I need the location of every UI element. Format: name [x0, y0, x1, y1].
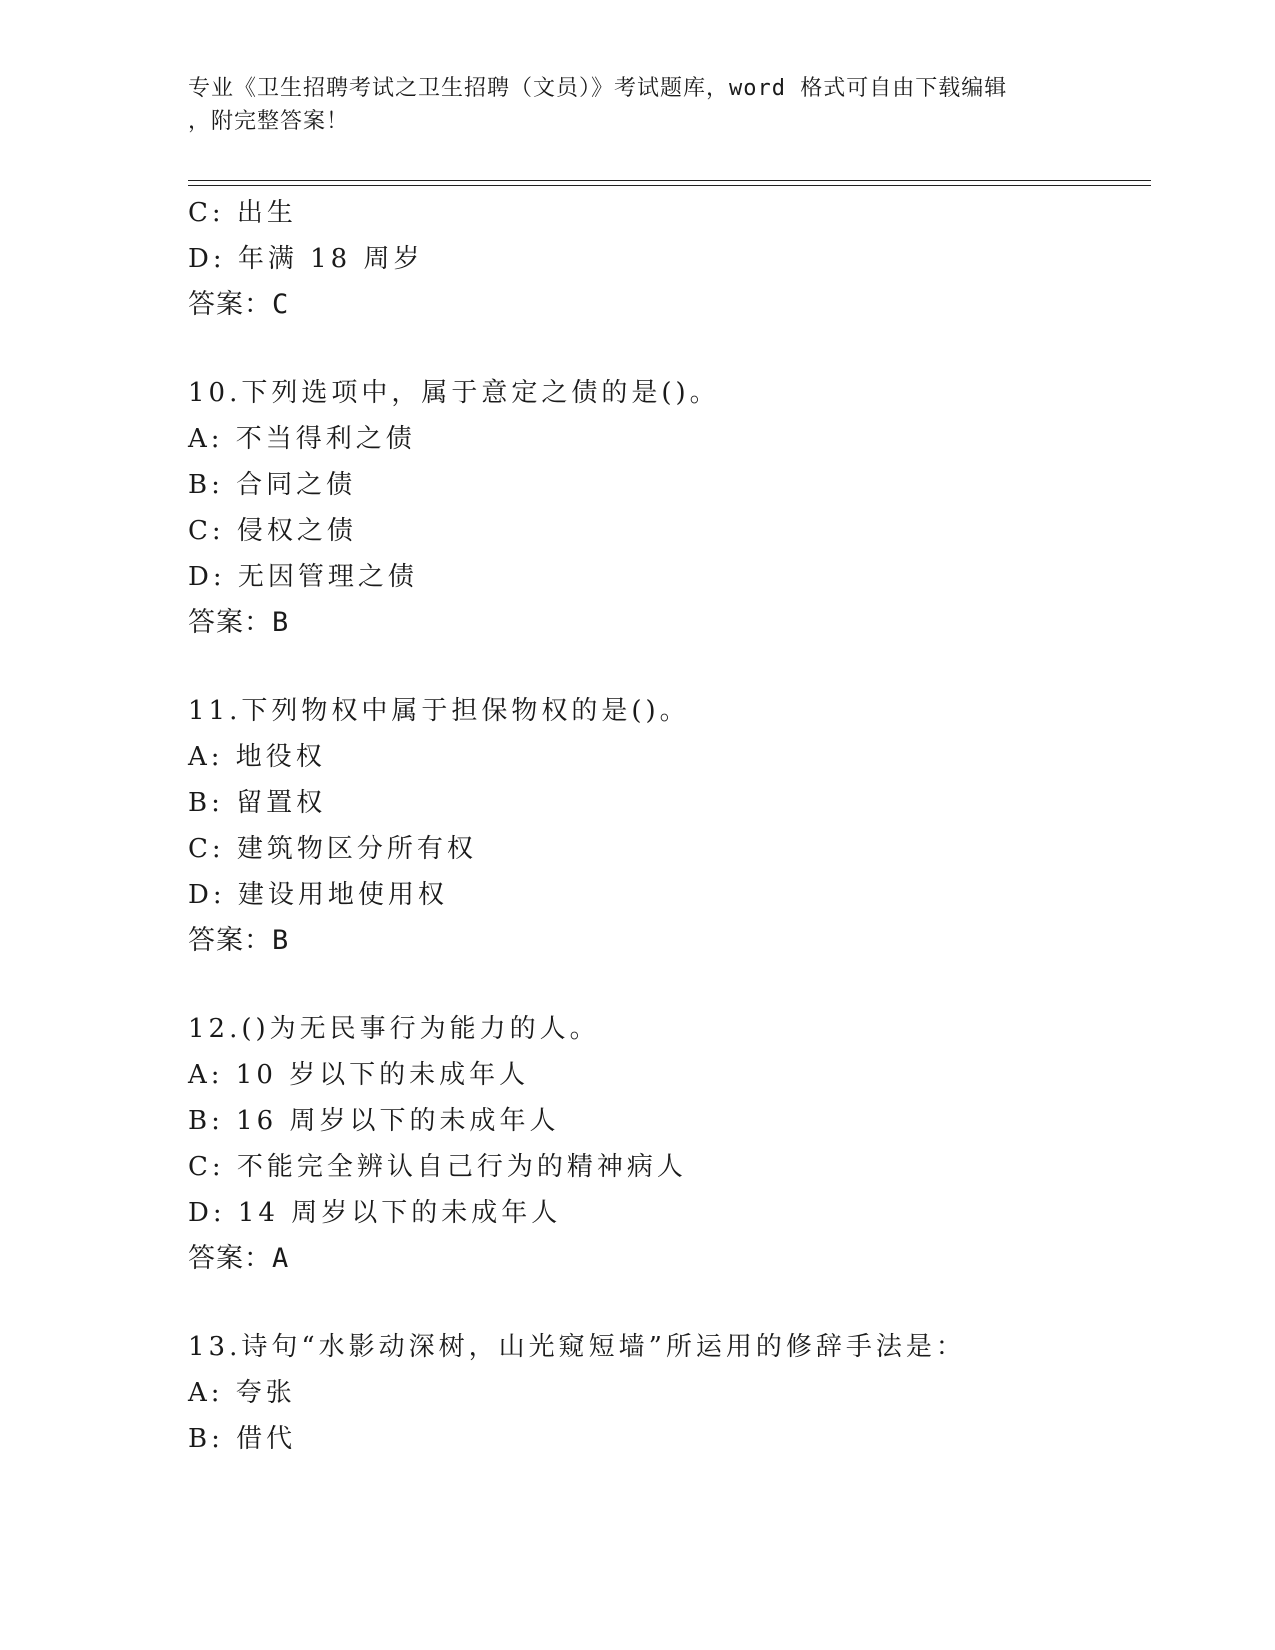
option-a: A: 夸张 [188, 1378, 296, 1408]
spacer [188, 964, 1148, 1006]
question-9-continued [188, 190, 1148, 328]
question-11 [188, 688, 1148, 964]
question-13 [188, 1324, 1148, 1462]
question-stem: 12.()为无民事行为能力的人。 [188, 1014, 600, 1044]
option-a: A: 10 岁以下的未成年人 [188, 1060, 530, 1090]
option-c: C: 建筑物区分所有权 [188, 834, 477, 864]
question-stem: 11.下列物权中属于担保物权的是()。 [188, 696, 690, 726]
option-b: B: 合同之债 [188, 470, 357, 500]
question-list [188, 190, 1148, 1462]
option-b: B: 16 周岁以下的未成年人 [188, 1106, 560, 1136]
option-a: A: 地役权 [188, 742, 326, 772]
question-stem: 10.下列选项中，属于意定之债的是()。 [188, 378, 720, 408]
answer-line: 答案：B [188, 607, 290, 638]
header-divider-top [188, 180, 1151, 181]
option-c: C: 不能完全辨认自己行为的精神病人 [188, 1152, 687, 1182]
option-d: D: 建设用地使用权 [188, 880, 448, 910]
header-divider-bottom [188, 185, 1151, 186]
spacer [188, 328, 1148, 370]
option-c: C: 侵权之债 [188, 516, 357, 546]
option-a: A: 不当得利之债 [188, 424, 416, 454]
answer-line: 答案：C [188, 289, 290, 320]
question-10 [188, 370, 1148, 646]
option-d: D: 年满 18 周岁 [188, 244, 424, 274]
option-b: B: 借代 [188, 1424, 297, 1454]
spacer [188, 1282, 1148, 1324]
header-title-line-2: ，附完整答案！ [188, 109, 350, 134]
option-d: D: 14 周岁以下的未成年人 [188, 1198, 562, 1228]
header-title-line-1: 专业《卫生招聘考试之卫生招聘（文员）》考试题库，word 格式可自由下载编辑 [188, 76, 1008, 101]
question-stem: 13.诗句“水影动深树，山光窥短墙”所运用的修辞手法是： [188, 1332, 966, 1362]
option-d: D: 无因管理之债 [188, 562, 418, 592]
answer-line: 答案：A [188, 1243, 290, 1274]
question-12 [188, 1006, 1148, 1282]
answer-line: 答案：B [188, 925, 290, 956]
option-b: B: 留置权 [188, 788, 327, 818]
option-c: C: 出生 [188, 198, 297, 228]
spacer [188, 646, 1148, 688]
document-header [188, 72, 1068, 138]
